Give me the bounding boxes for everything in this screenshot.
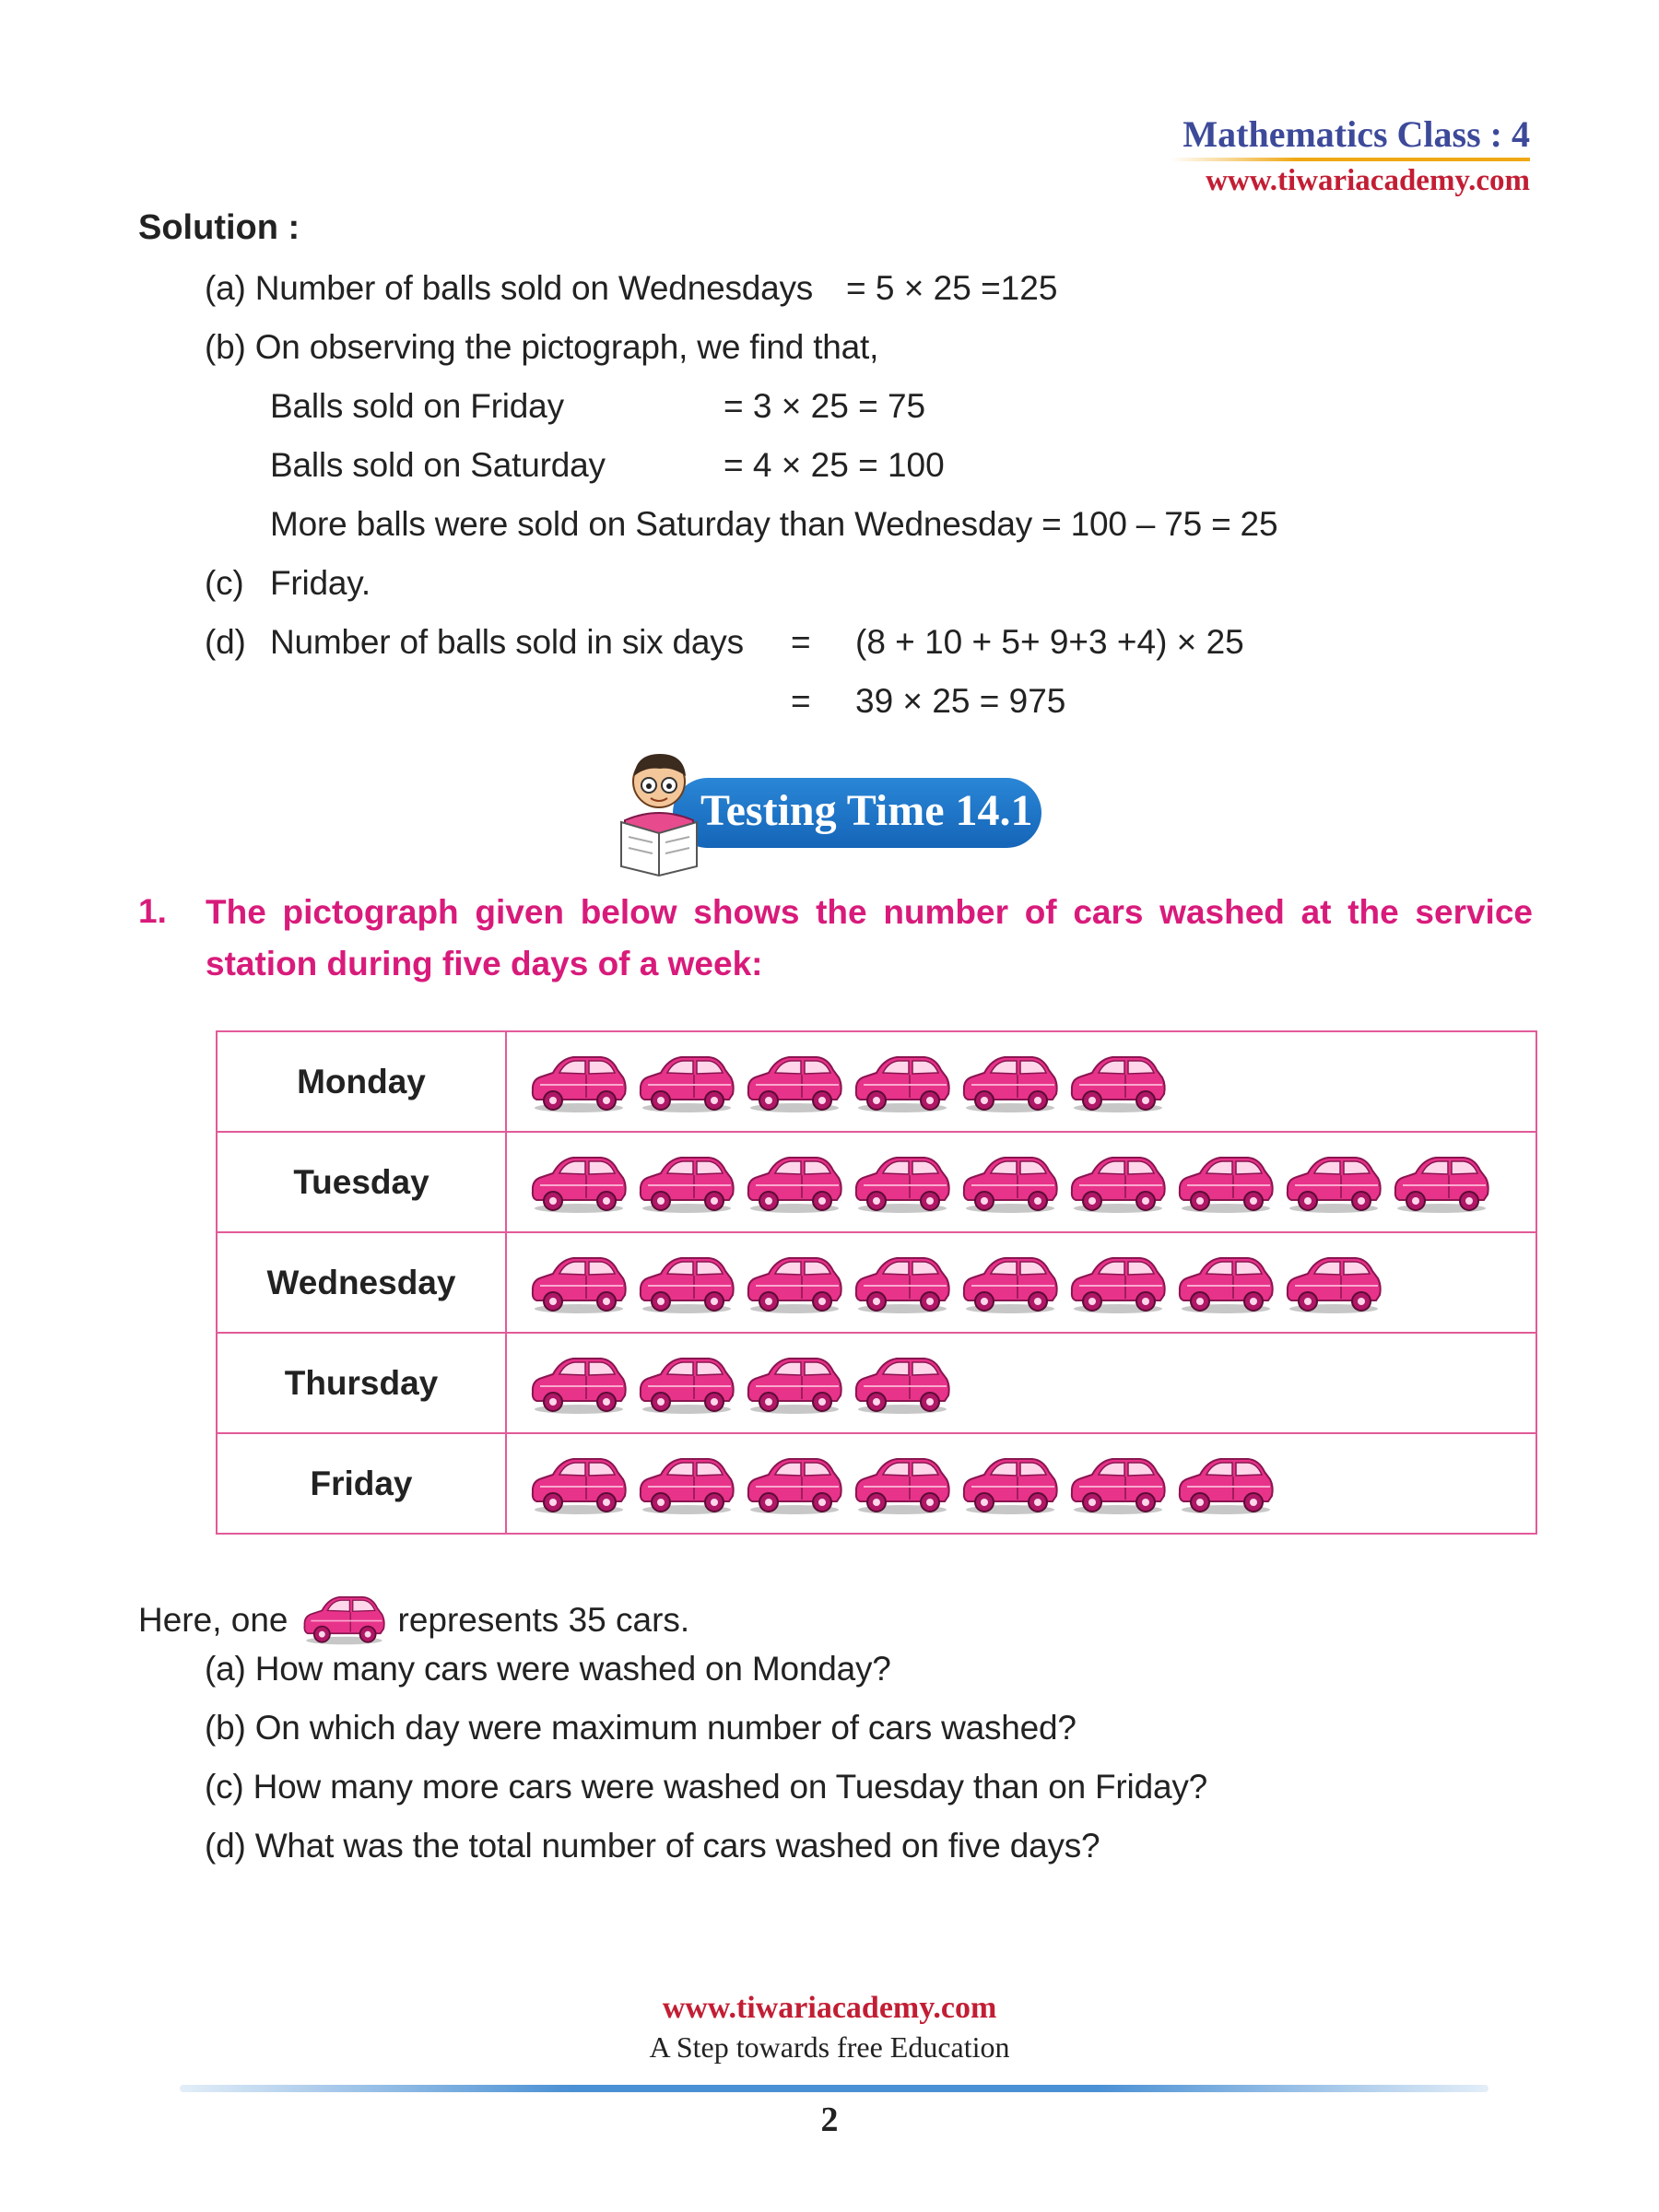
banner-text: Testing Time 14.1 [700, 786, 1033, 835]
car-icon [743, 1351, 844, 1416]
car-icon [1066, 1050, 1168, 1114]
solution-b-friday-equation: = 3 × 25 = 75 [724, 387, 926, 425]
solution-d-equals-2: = [791, 682, 811, 720]
pictograph-day-label: Wednesday [217, 1232, 506, 1333]
car-icon [300, 1591, 387, 1646]
key-text-before: Here, one [138, 1601, 288, 1639]
car-icon [527, 1351, 629, 1416]
car-icon [635, 1452, 736, 1516]
solution-d-equation-1: (8 + 10 + 5+ 9+3 +4) × 25 [855, 623, 1244, 661]
subquestion-c: (c) How many more cars were washed on Tuesday than on Friday? [205, 1768, 1208, 1806]
testing-time-banner [608, 745, 1069, 883]
car-icon [527, 1251, 629, 1315]
solution-b-friday-label: Balls sold on Friday [270, 387, 564, 425]
subquestion-b: (b) On which day were maximum number of cars washed? [205, 1709, 1077, 1747]
pictograph-icons-cell [506, 1433, 1536, 1534]
car-icon [1174, 1251, 1276, 1315]
header-url[interactable]: www.tiwariacademy.com [1206, 164, 1530, 197]
solution-a-text: (a) Number of balls sold on Wednesdays [205, 269, 814, 307]
solution-d-text: Number of balls sold in six days [270, 623, 744, 661]
car-icon [527, 1150, 629, 1215]
solution-d-label: (d) [205, 623, 246, 661]
car-icon [851, 1251, 952, 1315]
car-icon [959, 1050, 1060, 1114]
pictograph-day-label: Monday [217, 1031, 506, 1132]
solution-d-equals-1: = [791, 623, 811, 661]
car-icon [635, 1351, 736, 1416]
car-icon [851, 1351, 952, 1416]
question-number: 1. [138, 892, 167, 930]
pictograph-row [217, 1333, 1536, 1433]
pictograph-row [217, 1132, 1536, 1232]
solution-b-saturday-label: Balls sold on Saturday [270, 446, 606, 484]
solution-a-equation: = 5 × 25 =125 [846, 269, 1058, 307]
solution-c-text: Friday. [270, 564, 371, 602]
car-icon [959, 1150, 1060, 1215]
header-title: Mathematics Class : 4 [1182, 113, 1530, 155]
footer-url[interactable]: www.tiwariacademy.com [662, 1991, 997, 2025]
solution-b-intro: (b) On observing the pictograph, we find that, [205, 328, 879, 366]
car-icon [743, 1251, 844, 1315]
pictograph-icons-cell [506, 1031, 1536, 1132]
pictograph-row [217, 1031, 1536, 1132]
pictograph-icons-cell [506, 1232, 1536, 1333]
car-icon [527, 1050, 629, 1114]
page-number: 2 [820, 2100, 839, 2139]
car-icon [527, 1452, 629, 1516]
subquestion-d: (d) What was the total number of cars washed on five days? [205, 1827, 1100, 1865]
pictograph-day-label: Friday [217, 1433, 506, 1534]
car-icon [635, 1251, 736, 1315]
pictograph-key [138, 1591, 689, 1646]
pictograph-row [217, 1232, 1536, 1333]
car-icon [959, 1452, 1060, 1516]
header-rule [1171, 158, 1530, 161]
solution-d-equation-2: 39 × 25 = 975 [855, 682, 1066, 720]
reading-boy-icon [608, 745, 710, 883]
car-icon [1174, 1452, 1276, 1516]
question-text: The pictograph given below shows the number of cars washed at the service station during five days of a week: [206, 893, 1533, 982]
pictograph-day-label: Tuesday [217, 1132, 506, 1232]
car-icon [851, 1150, 952, 1215]
car-icon [1066, 1251, 1168, 1315]
car-icon [743, 1150, 844, 1215]
pictograph-icons-cell [506, 1333, 1536, 1433]
car-icon [1066, 1150, 1168, 1215]
car-icon [1282, 1150, 1383, 1215]
key-text-after: represents 35 cars. [397, 1601, 690, 1639]
pictograph-row [217, 1433, 1536, 1534]
car-icon [635, 1150, 736, 1215]
footer-rule [180, 2085, 1488, 2092]
pictograph-icons-cell [506, 1132, 1536, 1232]
car-icon [1390, 1150, 1491, 1215]
subquestion-a: (a) How many cars were washed on Monday? [205, 1650, 891, 1688]
car-icon [959, 1251, 1060, 1315]
car-icon [635, 1050, 736, 1114]
footer-tagline: A Step towards free Education [649, 2030, 1010, 2064]
solution-label: Solution : [138, 208, 300, 247]
car-icon [743, 1452, 844, 1516]
solution-b-more: More balls were sold on Saturday than Wednesday = 100 – 75 = 25 [270, 505, 1278, 543]
pictograph-table [216, 1030, 1537, 1535]
pictograph-day-label: Thursday [217, 1333, 506, 1433]
car-icon [743, 1050, 844, 1114]
car-icon [1282, 1251, 1383, 1315]
solution-b-saturday-equation: = 4 × 25 = 100 [724, 446, 945, 484]
car-icon [1066, 1452, 1168, 1516]
car-icon [1174, 1150, 1276, 1215]
car-icon [851, 1452, 952, 1516]
solution-c-label: (c) [205, 564, 244, 602]
car-icon [851, 1050, 952, 1114]
